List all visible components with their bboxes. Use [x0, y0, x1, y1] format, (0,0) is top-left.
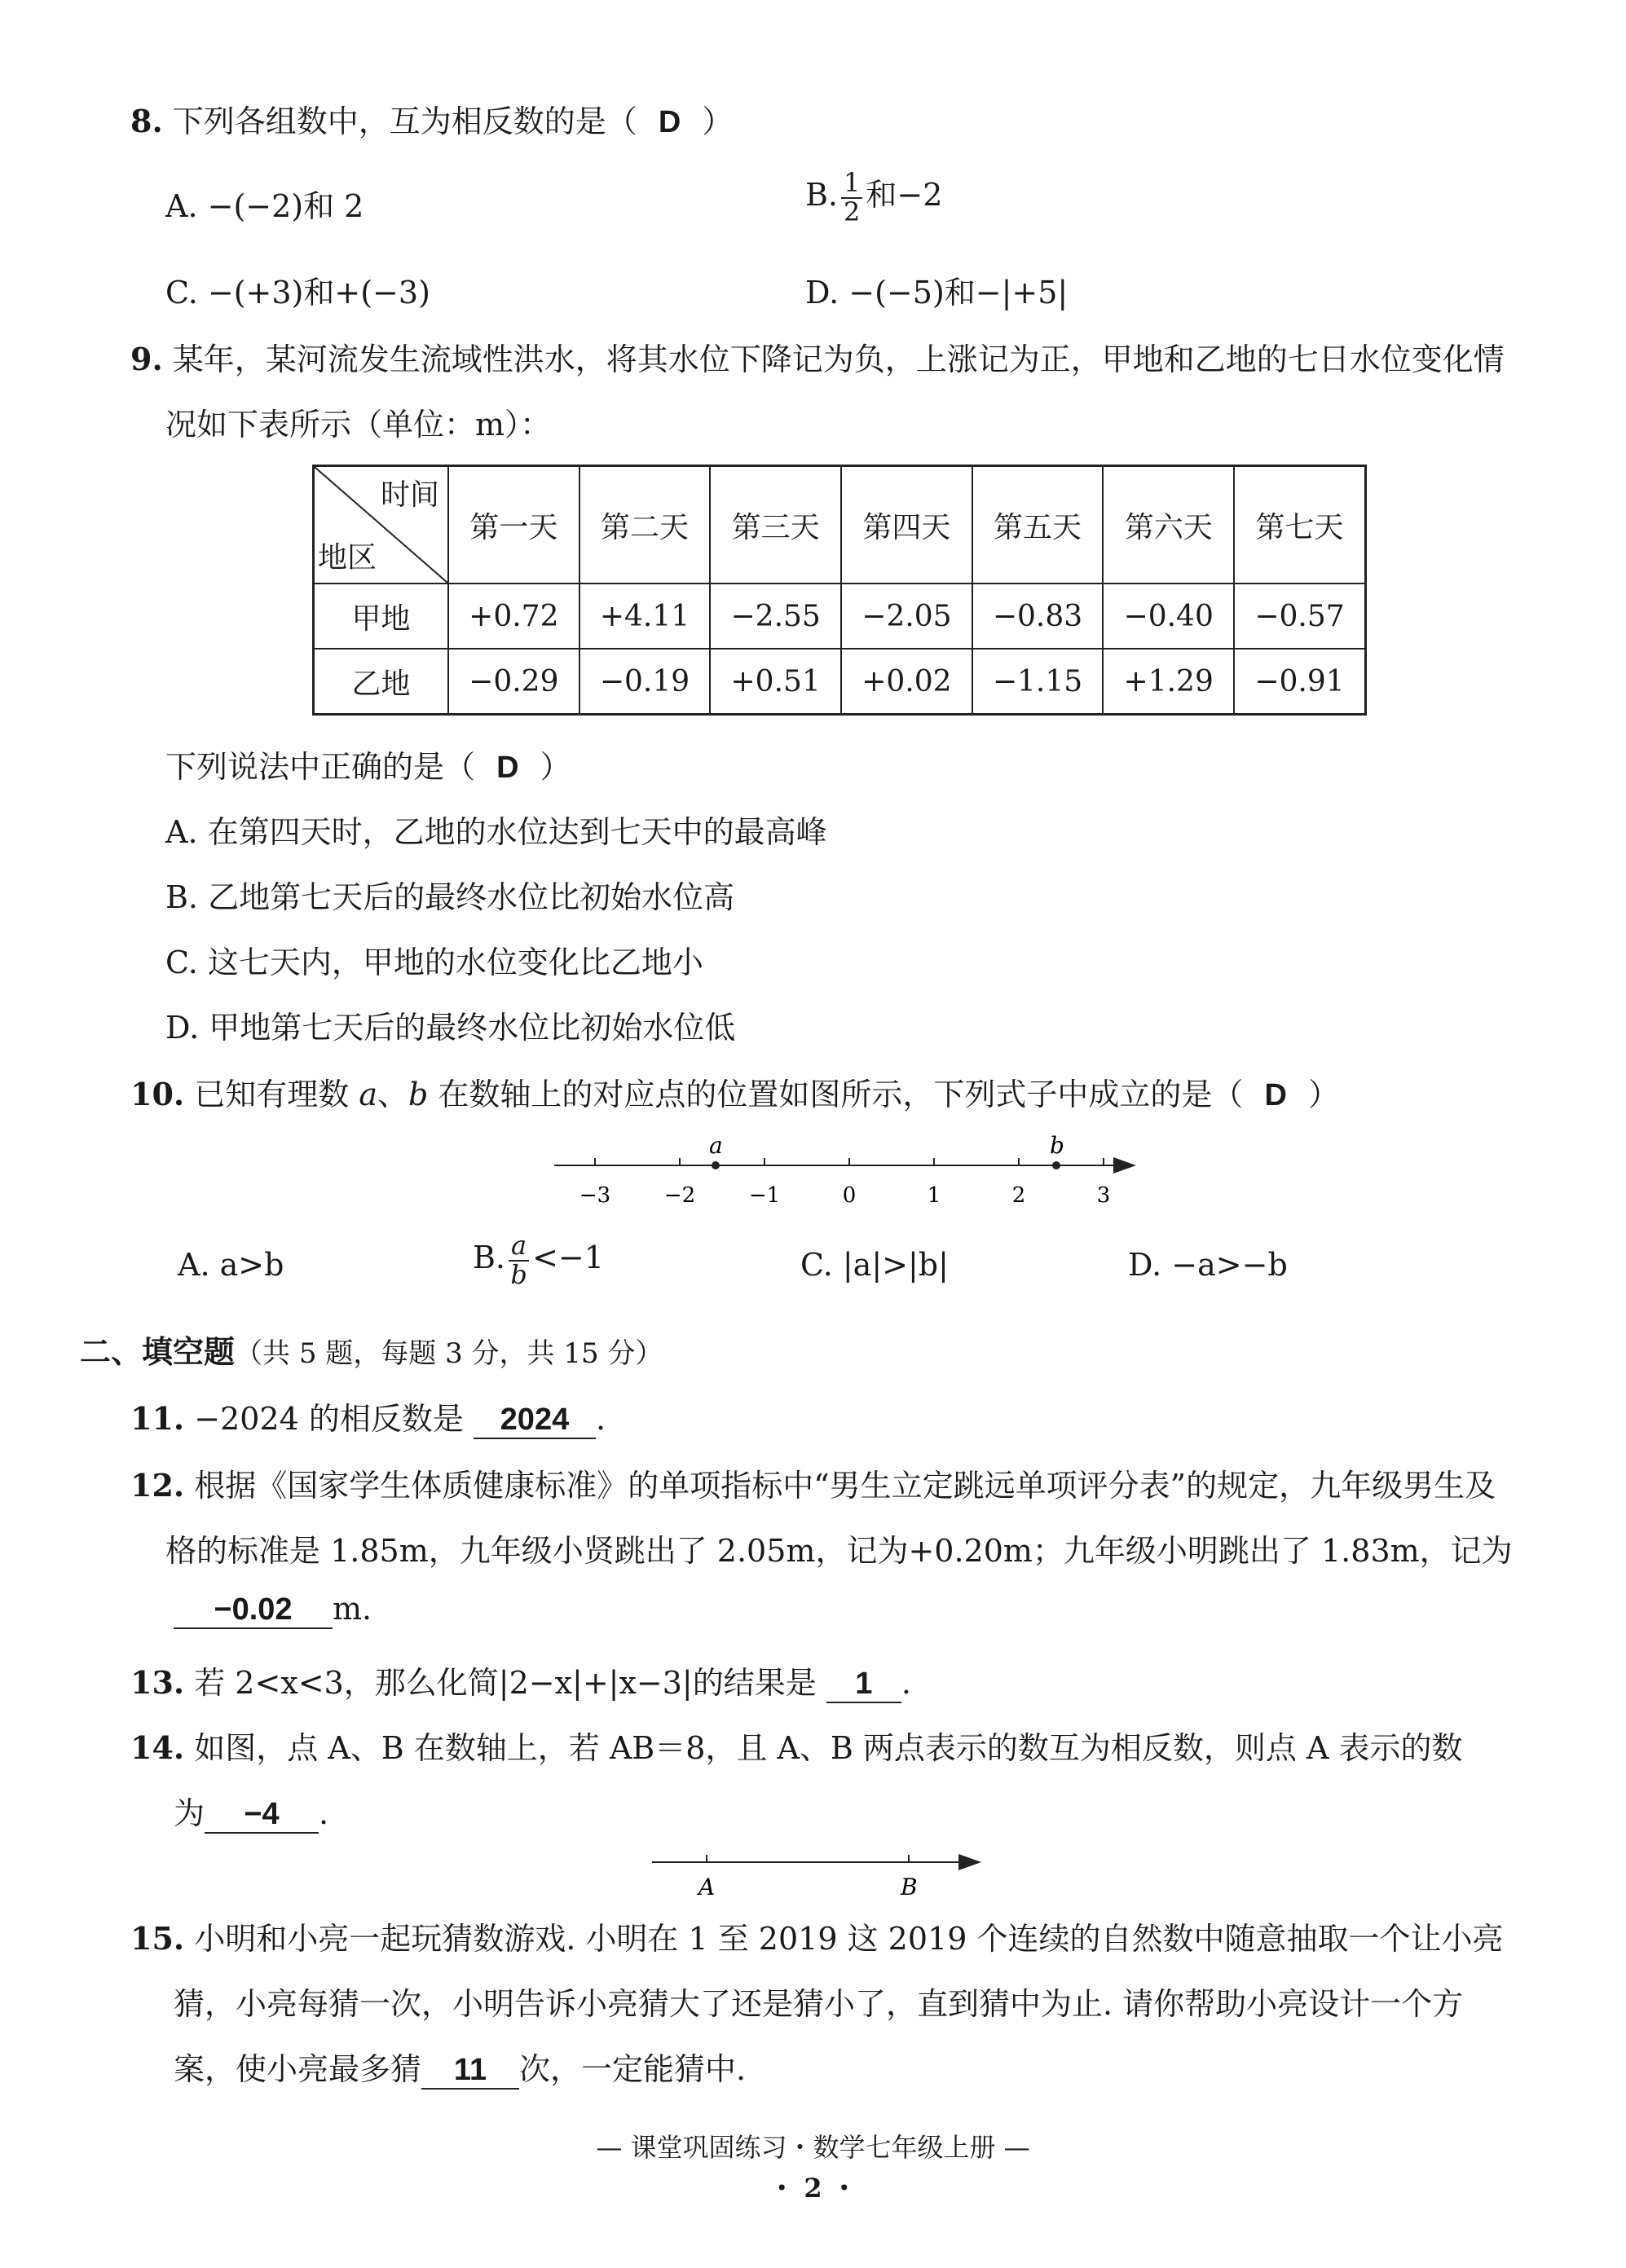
page-number: ・ 2 ・ [769, 2173, 857, 2204]
table-header-cell: 第四天 [841, 466, 972, 584]
q9-option-a: A. 在第四天时，乙地的水位达到七天中的最高峰 [165, 814, 827, 850]
q8-close-paren: ） [702, 103, 734, 139]
table-header-cell: 第二天 [579, 466, 711, 584]
q10-option-c: C. |a|>|b| [800, 1247, 949, 1283]
q8-answer: D [658, 105, 681, 139]
q13-stem: 若 2<x<3，那么化简|2−x|+|x−3|的结果是 [194, 1665, 817, 1701]
point-b [1052, 1161, 1060, 1169]
q13-number: 13. [130, 1664, 185, 1701]
q14-line1 [130, 1723, 1463, 1768]
table-cell: −0.91 [1234, 649, 1365, 715]
number-line-tick-label: −1 [748, 1183, 781, 1208]
table-row [314, 584, 1366, 649]
q10-option-a: A. a>b [178, 1247, 284, 1283]
number-line-tick-label: 1 [927, 1183, 941, 1208]
table-cell: +0.02 [841, 649, 972, 715]
table-cell: +4.11 [579, 584, 711, 649]
q10-option-b [473, 1232, 604, 1288]
q11-end: . [595, 1401, 606, 1437]
q15-line3-prefix: 案，使小亮最多猜 [174, 2051, 422, 2087]
fraction-denominator: b [510, 1258, 527, 1290]
table-header-cell: 第六天 [1103, 466, 1234, 584]
q8-stem-text: 下列各组数中，互为相反数的是（ [172, 103, 637, 139]
q14-line1-text: 如图，点 A、B 在数轴上，若 AB＝8，且 A、B 两点表示的数互为相反数，则点 A 表示的数 [194, 1730, 1463, 1766]
fraction-numerator: a [509, 1232, 529, 1262]
q8-option-b-fraction [841, 167, 862, 227]
table-header-cell: 第七天 [1234, 466, 1365, 584]
table-corner-cell [314, 466, 449, 584]
q13-answer-blank: 1 [826, 1667, 901, 1703]
point-a [712, 1161, 720, 1169]
q15-line1-text: 小明和小亮一起玩猜数游戏. 小明在 1 至 2019 这 2019 个连续的自然数中随意抽取一个让小亮 [194, 1921, 1504, 1957]
q8-option-b [805, 167, 943, 227]
q8-number: 8. [130, 103, 163, 139]
q9-question [165, 742, 571, 786]
q12-number: 12. [130, 1467, 185, 1504]
row-label: 乙地 [314, 649, 449, 715]
table-cell: +0.72 [448, 584, 579, 649]
table-cell: −0.40 [1103, 584, 1234, 649]
q9-option-d: D. 甲地第七天后的最终水位比初始水位低 [165, 1010, 736, 1046]
q15-line2: 猜，小亮每猜一次，小明告诉小亮猜大了还是猜小了，直到猜中为止. 请你帮助小亮设计一个方 [174, 1986, 1464, 2022]
q12-answer-blank: −0.02 [174, 1593, 333, 1629]
section2-note: （共 5 题，每题 3 分，共 15 分） [235, 1337, 663, 1370]
point-a-label: a [709, 1132, 723, 1159]
q11-stem: −2024 的相反数是 [194, 1401, 464, 1437]
q11-number: 11. [130, 1400, 185, 1437]
q8-option-b-prefix: B. [805, 177, 839, 214]
q9-number: 9. [130, 341, 163, 377]
q12-line1 [130, 1460, 1496, 1505]
point-b-label: b [1050, 1132, 1064, 1159]
q13 [130, 1658, 911, 1703]
q10-option-b-suffix: <−1 [532, 1240, 604, 1276]
q14-line2-prefix: 为 [174, 1795, 205, 1831]
q10-close-paren: ） [1308, 1077, 1340, 1112]
table-cell: +0.51 [710, 649, 841, 715]
q10-option-b-fraction [509, 1232, 529, 1288]
table-header-cell: 第五天 [972, 466, 1104, 584]
table-cell: −2.55 [710, 584, 841, 649]
table-header-cell: 第一天 [448, 466, 579, 584]
q10-stem [130, 1069, 1339, 1114]
q10-option-b-prefix: B. [473, 1240, 506, 1276]
q9-close-paren: ） [540, 749, 571, 785]
q10-option-d: D. −a>−b [1128, 1247, 1288, 1283]
q9-stem-line1 [130, 334, 1505, 379]
point-a-label: A [698, 1874, 716, 1900]
q9-stem-text: 某年，某河流发生流域性洪水，将其水位下降记为负，上涨记为正，甲地和乙地的七日水位变化情 [172, 341, 1505, 377]
q10-number-line [538, 1129, 1141, 1218]
row-label: 甲地 [314, 584, 449, 649]
q15-line3 [174, 2044, 746, 2090]
table-cell: −0.19 [579, 649, 711, 715]
number-line-tick-label: −2 [663, 1183, 696, 1208]
section2-title: 二、填空题 [80, 1336, 236, 1370]
q12-line3 [174, 1591, 372, 1629]
q8-stem [130, 96, 733, 141]
q11 [130, 1394, 606, 1439]
q14-answer-blank: −4 [205, 1798, 319, 1834]
point-b-label: B [901, 1874, 918, 1900]
q8-option-c: C. −(+3)和+(−3) [165, 275, 430, 310]
q10-var-a: a [359, 1077, 377, 1112]
table-cell: −0.83 [972, 584, 1104, 649]
q10-answer: D [1264, 1078, 1287, 1112]
q10-stem-prefix: 已知有理数 [194, 1077, 350, 1112]
q14-number-line [648, 1850, 990, 1907]
table-cell: −0.29 [448, 649, 579, 715]
table-cell: +1.29 [1103, 649, 1234, 715]
q13-end: . [901, 1665, 911, 1701]
table-cell: −1.15 [972, 649, 1104, 715]
q8-option-a: A. −(−2)和 2 [165, 188, 364, 224]
q14-number: 14. [130, 1729, 185, 1766]
q9-stem-line2: 况如下表所示（单位：m）： [165, 407, 552, 443]
footer-title: — 课堂巩固练习・数学七年级上册 — [596, 2132, 1030, 2163]
table-cell: −0.57 [1234, 584, 1365, 649]
q9-option-b: B. 乙地第七天后的最终水位比初始水位高 [165, 879, 735, 915]
number-line-tick-label: 2 [1011, 1183, 1026, 1208]
fraction-denominator: 2 [844, 196, 861, 227]
table-header-cell: 第三天 [710, 466, 841, 584]
table-cell: −2.05 [841, 584, 972, 649]
q15-line3-suffix: 次，一定能猜中. [519, 2051, 747, 2087]
q11-answer-blank: 2024 [474, 1403, 596, 1439]
fraction-numerator: 1 [841, 170, 862, 199]
number-line-tick-label: −3 [579, 1183, 611, 1208]
q10-separator: 、 [377, 1077, 408, 1112]
q15-answer-blank: 11 [421, 2054, 519, 2090]
water-level-table [312, 465, 1367, 716]
q8-option-b-suffix: 和−2 [866, 177, 943, 214]
q15-number: 15. [130, 1920, 185, 1957]
q12-line1-text: 根据《国家学生体质健康标准》的单项指标中“男生立定跳远单项评分表”的规定，九年级男生及 [194, 1468, 1496, 1504]
q12-line2: 格的标准是 1.85m，九年级小贤跳出了 2.05m，记为+0.20m；九年级小明跳出了 1.83m，记为 [165, 1533, 1513, 1569]
section2-heading [80, 1327, 663, 1372]
table-header-row [314, 466, 1366, 584]
q10-stem-suffix: 在数轴上的对应点的位置如图所示，下列式子中成立的是（ [438, 1077, 1244, 1112]
corner-area-label: 地区 [318, 541, 377, 575]
q10-var-b: b [408, 1077, 429, 1112]
q9-question-text: 下列说法中正确的是（ [165, 749, 476, 785]
number-line-tick-label: 3 [1096, 1183, 1111, 1208]
q9-answer: D [496, 751, 519, 785]
q8-option-d: D. −(−5)和−|+5| [805, 275, 1069, 310]
q10-number: 10. [130, 1076, 185, 1112]
corner-time-label: 时间 [380, 478, 439, 512]
q12-end: m. [333, 1591, 372, 1627]
q14-end: . [319, 1795, 329, 1831]
q15-line1 [130, 1913, 1503, 1958]
number-line-tick-label: 0 [842, 1183, 857, 1208]
q9-option-c: C. 这七天内，甲地的水位变化比乙地小 [165, 945, 703, 980]
table-row [314, 649, 1366, 715]
q14-line2 [174, 1788, 328, 1834]
